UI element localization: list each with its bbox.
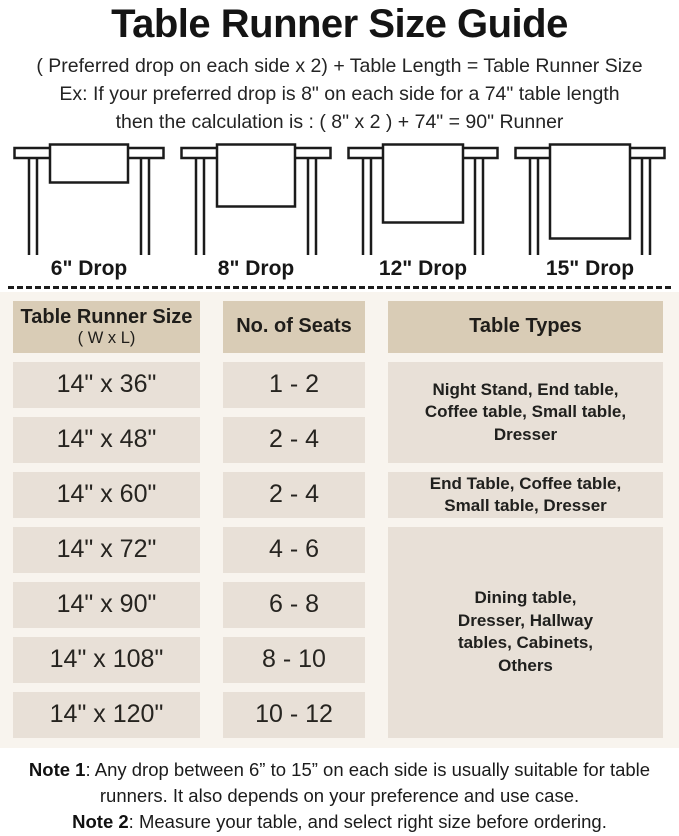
drop-diagrams-row [0, 143, 679, 281]
note-2 [8, 809, 671, 835]
column-header-runner-size [13, 301, 200, 353]
formula-line: ( Preferred drop on each side x 2) + Table Length = Table Runner Size [36, 54, 643, 77]
size-table-section [0, 292, 679, 748]
seats-cell: 2 - 4 [223, 417, 365, 463]
seats-cell: 6 - 8 [223, 582, 365, 628]
size-cell: 14" x 72" [13, 527, 200, 573]
guide-header [0, 0, 679, 134]
size-cell: 14" x 48" [13, 417, 200, 463]
note-2-text: : Measure your table, and select right size before ordering. [128, 811, 607, 833]
note-1-text: : Any drop between 6” to 15” on each side is usually suitable for table runners. It also depends on your preference and use case. [85, 758, 651, 807]
drop-diagram-12 [347, 143, 499, 281]
drop-label-8: 8" Drop [217, 256, 295, 280]
example-line-2: then the calculation is : ( 8" x 2 ) + 74" = 90" Runner [115, 110, 564, 133]
seats-cell: 1 - 2 [223, 362, 365, 408]
size-cell: 14" x 36" [13, 362, 200, 408]
drop-diagram-6 [13, 143, 165, 281]
column-header-runner-size-title: Table Runner Size [20, 305, 193, 328]
drop-label-12: 12" Drop [378, 256, 468, 280]
table-types-cell-large-tables: Dining table, Dresser, Hallway tables, Cabinets, Others [388, 527, 663, 738]
table-runner-diagram-6-drop-icon [13, 143, 165, 255]
size-table [13, 301, 663, 738]
note-1 [8, 757, 671, 810]
size-cell: 14" x 90" [13, 582, 200, 628]
seats-cell: 8 - 10 [223, 637, 365, 683]
notes-footer [0, 748, 679, 836]
drop-diagram-15 [514, 143, 666, 281]
drop-label-15: 15" Drop [545, 256, 635, 280]
table-types-cell-medium-tables: End Table, Coffee table, Small table, Dresser [388, 472, 663, 518]
size-cell: 14" x 60" [13, 472, 200, 518]
seats-cell: 2 - 4 [223, 472, 365, 518]
table-runner-diagram-15-drop-icon [514, 143, 666, 255]
drop-diagram-8 [180, 143, 332, 281]
seats-cell: 10 - 12 [223, 692, 365, 738]
example-line-1: Ex: If your preferred drop is 8" on each side for a 74" table length [59, 82, 620, 105]
column-header-runner-size-sub: ( W x L) [77, 328, 136, 347]
table-runner-diagram-8-drop-icon [180, 143, 332, 255]
table-types-cell-small-tables: Night Stand, End table, Coffee table, Small table, Dresser [388, 362, 663, 463]
drop-label-6: 6" Drop [50, 256, 128, 280]
dashed-divider [8, 286, 671, 289]
column-header-table-types: Table Types [388, 301, 663, 353]
note-2-label: Note 2 [72, 811, 129, 833]
column-header-seats: No. of Seats [223, 301, 365, 353]
size-cell: 14" x 108" [13, 637, 200, 683]
size-cell: 14" x 120" [13, 692, 200, 738]
seats-cell: 4 - 6 [223, 527, 365, 573]
table-runner-diagram-12-drop-icon [347, 143, 499, 255]
page-title: Table Runner Size Guide [111, 2, 568, 46]
note-1-label: Note 1 [28, 758, 86, 780]
